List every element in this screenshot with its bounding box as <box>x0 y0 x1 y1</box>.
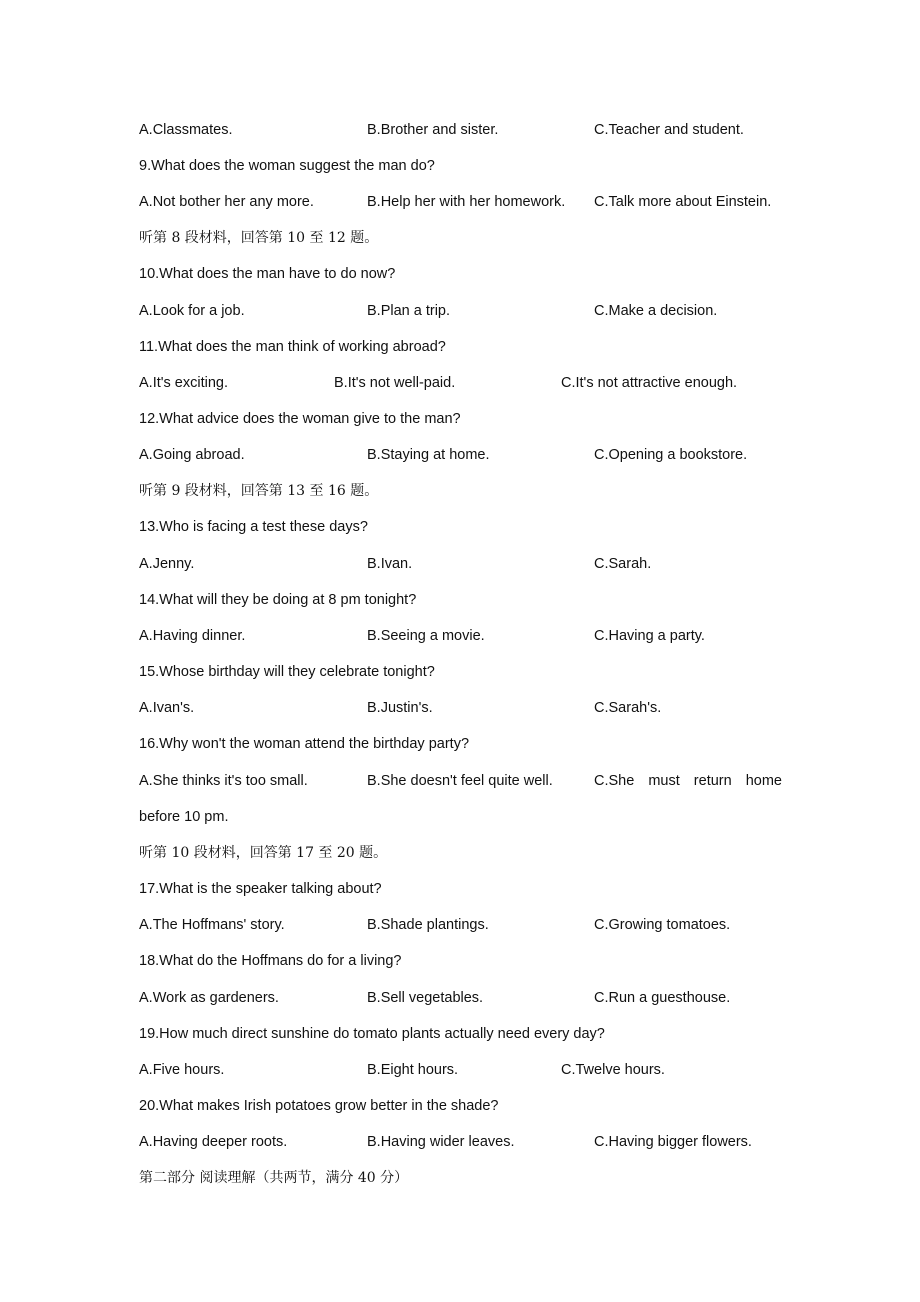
option-b: B.Seeing a movie. <box>367 628 485 644</box>
option-a: A.Having dinner. <box>139 628 246 644</box>
option-a: A.Having deeper roots. <box>139 1134 288 1150</box>
section-10-instruction: 听第 10 段材料，回答第 17 至 20 题。 <box>139 845 388 861</box>
option-c: C.Talk more about Einstein. <box>594 194 772 210</box>
option-c: C.Having bigger flowers. <box>594 1134 752 1150</box>
option-c: C.Twelve hours. <box>561 1062 665 1078</box>
question-12: 12.What advice does the woman give to the man? <box>139 411 461 427</box>
option-c: C.It's not attractive enough. <box>561 375 738 391</box>
question-17: 17.What is the speaker talking about? <box>139 881 382 897</box>
option-c: C.Sarah's. <box>594 700 662 716</box>
option-b: B.Brother and sister. <box>367 122 499 138</box>
q16-option-c-continued: before 10 pm. <box>139 809 229 825</box>
option-b: B.Justin's. <box>367 700 433 716</box>
option-a: A.Look for a job. <box>139 303 245 319</box>
option-b: B.Shade plantings. <box>367 917 489 933</box>
option-c: C.Having a party. <box>594 628 705 644</box>
option-b: B.Sell vegetables. <box>367 990 484 1006</box>
part-2-heading: 第二部分 阅读理解（共两节，满分 40 分） <box>139 1170 409 1186</box>
option-a: A.Going abroad. <box>139 447 245 463</box>
question-13: 13.Who is facing a test these days? <box>139 519 368 535</box>
option-a: A.Not bother her any more. <box>139 194 314 210</box>
option-c: C.Make a decision. <box>594 303 718 319</box>
section-8-instruction: 听第 8 段材料，回答第 10 至 12 题。 <box>139 230 379 246</box>
option-c: C.She must return home <box>594 773 782 789</box>
option-a: A.Jenny. <box>139 556 195 572</box>
option-b: B.Help her with her homework. <box>367 194 566 210</box>
option-a: A.It's exciting. <box>139 375 228 391</box>
question-20: 20.What makes Irish potatoes grow better in the shade? <box>139 1098 499 1114</box>
option-b: B.Plan a trip. <box>367 303 451 319</box>
question-9: 9.What does the woman suggest the man do? <box>139 158 435 174</box>
question-14: 14.What will they be doing at 8 pm tonight? <box>139 592 417 608</box>
option-b: B.It's not well-paid. <box>334 375 456 391</box>
option-b: B.Staying at home. <box>367 447 490 463</box>
question-16: 16.Why won't the woman attend the birthday party? <box>139 736 470 752</box>
question-18: 18.What do the Hoffmans do for a living? <box>139 953 402 969</box>
question-19: 19.How much direct sunshine do tomato plants actually need every day? <box>139 1026 605 1042</box>
option-b: B.Having wider leaves. <box>367 1134 515 1150</box>
option-c: C.Growing tomatoes. <box>594 917 731 933</box>
option-a: A.She thinks it's too small. <box>139 773 308 789</box>
section-9-instruction: 听第 9 段材料，回答第 13 至 16 题。 <box>139 483 379 499</box>
question-10: 10.What does the man have to do now? <box>139 266 396 282</box>
option-a: A.Ivan's. <box>139 700 195 716</box>
option-c: C.Opening a bookstore. <box>594 447 748 463</box>
option-b: B.She doesn't feel quite well. <box>367 773 553 789</box>
option-a: A.Five hours. <box>139 1062 225 1078</box>
option-c: C.Teacher and student. <box>594 122 744 138</box>
option-a: A.Work as gardeners. <box>139 990 279 1006</box>
option-b: B.Eight hours. <box>367 1062 459 1078</box>
option-b: B.Ivan. <box>367 556 413 572</box>
option-a: A.The Hoffmans' story. <box>139 917 285 933</box>
option-c: C.Sarah. <box>594 556 652 572</box>
question-15: 15.Whose birthday will they celebrate tonight? <box>139 664 435 680</box>
question-11: 11.What does the man think of working abroad? <box>139 339 446 355</box>
option-a: A.Classmates. <box>139 122 233 138</box>
option-c: C.Run a guesthouse. <box>594 990 731 1006</box>
